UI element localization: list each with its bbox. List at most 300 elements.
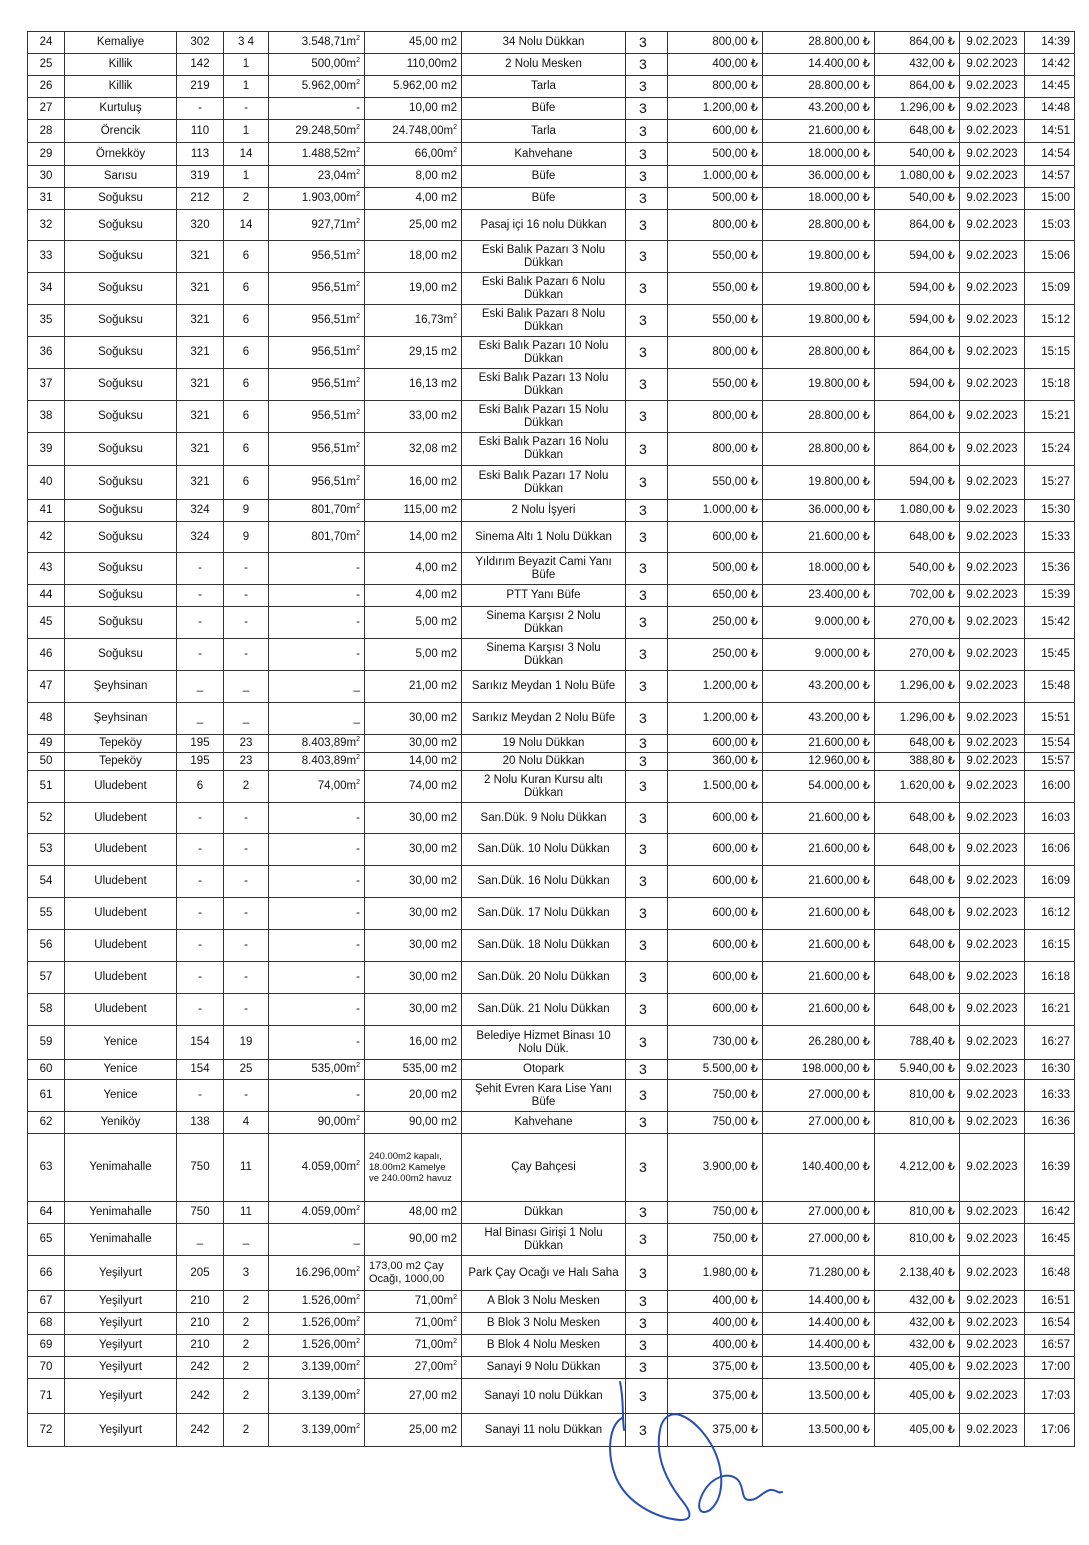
parcel-cell: 2 — [224, 1313, 269, 1335]
total-rent-cell: 14.400,00 ₺ — [763, 1291, 875, 1313]
parcel-area-cell: $956,51m^2$ — [269, 466, 365, 500]
rented-size-cell: 4,00 m2 — [365, 585, 462, 607]
parcel-cell: 4 — [224, 1112, 269, 1134]
location-cell: Tepeköy — [65, 753, 177, 771]
parcel-area-cell: $74,00m^2$ — [269, 771, 365, 803]
description-cell: Tarla — [462, 76, 626, 98]
term-cell: 3 — [626, 401, 668, 433]
parcel-cell: 9 — [224, 500, 269, 522]
parcel-area-cell: $8.403,89m^2$ — [269, 735, 365, 753]
location-cell: Soğuksu — [65, 188, 177, 210]
date-cell: 9.02.2023 — [960, 241, 1025, 273]
block-cell: - — [177, 930, 224, 962]
location-cell: Soğuksu — [65, 210, 177, 241]
row-number-cell: 50 — [28, 753, 65, 771]
rented-size-cell: 110,00m2 — [365, 54, 462, 76]
deposit-cell: 648,00 ₺ — [875, 930, 960, 962]
monthly-rent-cell: 250,00 ₺ — [668, 607, 763, 639]
parcel-area-cell: $1.526,00m^2$ — [269, 1291, 365, 1313]
rented-size-cell: $71,00m^2$ — [365, 1291, 462, 1313]
deposit-cell: 405,00 ₺ — [875, 1414, 960, 1447]
location-cell: Şeyhsinan — [65, 671, 177, 703]
term-cell: 3 — [626, 553, 668, 585]
monthly-rent-cell: 600,00 ₺ — [668, 120, 763, 143]
parcel-cell: 11 — [224, 1134, 269, 1202]
rented-size-cell: 5,00 m2 — [365, 639, 462, 671]
rented-size-cell: $16,73m^2$ — [365, 305, 462, 337]
monthly-rent-cell: 550,00 ₺ — [668, 241, 763, 273]
table-row — [28, 834, 1075, 866]
description-cell: Tarla — [462, 120, 626, 143]
row-number-cell: 27 — [28, 98, 65, 120]
deposit-cell: 648,00 ₺ — [875, 866, 960, 898]
table-row — [28, 671, 1075, 703]
row-number-cell: 38 — [28, 401, 65, 433]
description-cell: 20 Nolu Dükkan — [462, 753, 626, 771]
monthly-rent-cell: 250,00 ₺ — [668, 639, 763, 671]
description-cell: Çay Bahçesi — [462, 1134, 626, 1202]
date-cell: 9.02.2023 — [960, 188, 1025, 210]
monthly-rent-cell: 1.500,00 ₺ — [668, 771, 763, 803]
date-cell: 9.02.2023 — [960, 466, 1025, 500]
location-cell: Yeşilyurt — [65, 1313, 177, 1335]
time-cell: 16:39 — [1025, 1134, 1075, 1202]
term-cell: 3 — [626, 1202, 668, 1224]
date-cell: 9.02.2023 — [960, 32, 1025, 54]
deposit-cell: 788,40 ₺ — [875, 1026, 960, 1060]
block-cell: 320 — [177, 210, 224, 241]
deposit-cell: 864,00 ₺ — [875, 76, 960, 98]
monthly-rent-cell: 600,00 ₺ — [668, 803, 763, 834]
table-row — [28, 305, 1075, 337]
parcel-cell: 6 — [224, 433, 269, 466]
date-cell: 9.02.2023 — [960, 120, 1025, 143]
row-number-cell: 72 — [28, 1414, 65, 1447]
table-row — [28, 639, 1075, 671]
table-row — [28, 188, 1075, 210]
description-cell: Pasaj içi 16 nolu Dükkan — [462, 210, 626, 241]
total-rent-cell: 28.800,00 ₺ — [763, 32, 875, 54]
date-cell: 9.02.2023 — [960, 994, 1025, 1026]
time-cell: 15:03 — [1025, 210, 1075, 241]
table-row — [28, 553, 1075, 585]
row-number-cell: 41 — [28, 500, 65, 522]
term-cell: 3 — [626, 1256, 668, 1291]
deposit-cell: 270,00 ₺ — [875, 639, 960, 671]
total-rent-cell: 36.000,00 ₺ — [763, 500, 875, 522]
block-cell: 324 — [177, 500, 224, 522]
description-cell: Dükkan — [462, 1202, 626, 1224]
deposit-cell: 4.212,00 ₺ — [875, 1134, 960, 1202]
block-cell: 210 — [177, 1313, 224, 1335]
parcel-cell: - — [224, 1080, 269, 1112]
description-cell: San.Dük. 10 Nolu Dükkan — [462, 834, 626, 866]
monthly-rent-cell: 600,00 ₺ — [668, 898, 763, 930]
time-cell: 16:00 — [1025, 771, 1075, 803]
parcel-cell: 6 — [224, 401, 269, 433]
monthly-rent-cell: 800,00 ₺ — [668, 401, 763, 433]
date-cell: 9.02.2023 — [960, 1080, 1025, 1112]
deposit-cell: 810,00 ₺ — [875, 1202, 960, 1224]
rented-size-cell: $71,00m^2$ — [365, 1335, 462, 1357]
parcel-area-cell: $801,70m^2$ — [269, 500, 365, 522]
description-cell: Büfe — [462, 98, 626, 120]
term-cell: 3 — [626, 241, 668, 273]
deposit-cell: 1.080,00 ₺ — [875, 500, 960, 522]
row-number-cell: 59 — [28, 1026, 65, 1060]
table-row — [28, 433, 1075, 466]
description-cell: Yıldırım Beyazit Cami Yanı Büfe — [462, 553, 626, 585]
monthly-rent-cell: 600,00 ₺ — [668, 522, 763, 553]
location-cell: Uludebent — [65, 803, 177, 834]
total-rent-cell: 21.600,00 ₺ — [763, 994, 875, 1026]
date-cell: 9.02.2023 — [960, 54, 1025, 76]
parcel-area-cell: _ — [269, 703, 365, 735]
date-cell: 9.02.2023 — [960, 1112, 1025, 1134]
location-cell: Şeyhsinan — [65, 703, 177, 735]
term-cell: 3 — [626, 607, 668, 639]
parcel-area-cell: $3.139,00m^2$ — [269, 1357, 365, 1379]
parcel-area-cell: - — [269, 803, 365, 834]
location-cell: Yenimahalle — [65, 1134, 177, 1202]
block-cell: 321 — [177, 305, 224, 337]
row-number-cell: 34 — [28, 273, 65, 305]
table-row — [28, 994, 1075, 1026]
block-cell: - — [177, 98, 224, 120]
table-row — [28, 1379, 1075, 1414]
parcel-area-cell: $956,51m^2$ — [269, 241, 365, 273]
location-cell: Killik — [65, 54, 177, 76]
date-cell: 9.02.2023 — [960, 1256, 1025, 1291]
deposit-cell: 648,00 ₺ — [875, 962, 960, 994]
rented-size-cell: 48,00 m2 — [365, 1202, 462, 1224]
location-cell: Soğuksu — [65, 369, 177, 401]
parcel-area-cell: - — [269, 98, 365, 120]
rented-size-cell: $24.748,00m^2$ — [365, 120, 462, 143]
table-row — [28, 607, 1075, 639]
location-cell: Yenimahalle — [65, 1202, 177, 1224]
description-cell: Eski Balık Pazarı 6 Nolu Dükkan — [462, 273, 626, 305]
description-cell: 19 Nolu Dükkan — [462, 735, 626, 753]
time-cell: 16:36 — [1025, 1112, 1075, 1134]
date-cell: 9.02.2023 — [960, 1026, 1025, 1060]
rented-size-cell: 25,00 m2 — [365, 210, 462, 241]
total-rent-cell: 198.000,00 ₺ — [763, 1060, 875, 1080]
block-cell: - — [177, 1080, 224, 1112]
term-cell: 3 — [626, 433, 668, 466]
deposit-cell: 432,00 ₺ — [875, 1291, 960, 1313]
description-cell: Sanayi 9 Nolu Dükkan — [462, 1357, 626, 1379]
parcel-cell: - — [224, 930, 269, 962]
date-cell: 9.02.2023 — [960, 585, 1025, 607]
monthly-rent-cell: 1.200,00 ₺ — [668, 671, 763, 703]
location-cell: Yeşilyurt — [65, 1357, 177, 1379]
location-cell: Yeşilyurt — [65, 1291, 177, 1313]
row-number-cell: 63 — [28, 1134, 65, 1202]
rented-size-cell: 4,00 m2 — [365, 553, 462, 585]
block-cell: _ — [177, 703, 224, 735]
description-cell: Sinema Karşısı 2 Nolu Dükkan — [462, 607, 626, 639]
block-cell: 205 — [177, 1256, 224, 1291]
location-cell: Yeşilyurt — [65, 1256, 177, 1291]
row-number-cell: 40 — [28, 466, 65, 500]
block-cell: 110 — [177, 120, 224, 143]
description-cell: San.Dük. 9 Nolu Dükkan — [462, 803, 626, 834]
total-rent-cell: 19.800,00 ₺ — [763, 241, 875, 273]
total-rent-cell: 21.600,00 ₺ — [763, 962, 875, 994]
time-cell: 16:57 — [1025, 1335, 1075, 1357]
signature — [600, 1360, 800, 1540]
parcel-cell: _ — [224, 671, 269, 703]
total-rent-cell: 27.000,00 ₺ — [763, 1080, 875, 1112]
parcel-area-cell: - — [269, 607, 365, 639]
deposit-cell: 648,00 ₺ — [875, 735, 960, 753]
description-cell: Sanayi 10 nolu Dükkan — [462, 1379, 626, 1414]
term-cell: 3 — [626, 54, 668, 76]
row-number-cell: 64 — [28, 1202, 65, 1224]
date-cell: 9.02.2023 — [960, 1414, 1025, 1447]
date-cell: 9.02.2023 — [960, 898, 1025, 930]
monthly-rent-cell: 1.000,00 ₺ — [668, 166, 763, 188]
total-rent-cell: 19.800,00 ₺ — [763, 305, 875, 337]
monthly-rent-cell: 600,00 ₺ — [668, 735, 763, 753]
date-cell: 9.02.2023 — [960, 98, 1025, 120]
deposit-cell: 864,00 ₺ — [875, 32, 960, 54]
parcel-cell: - — [224, 994, 269, 1026]
rented-size-cell: 74,00 m2 — [365, 771, 462, 803]
row-number-cell: 70 — [28, 1357, 65, 1379]
time-cell: 17:06 — [1025, 1414, 1075, 1447]
description-cell: 2 Nolu Kuran Kursu altı Dükkan — [462, 771, 626, 803]
deposit-cell: 5.940,00 ₺ — [875, 1060, 960, 1080]
block-cell: 113 — [177, 143, 224, 166]
time-cell: 14:57 — [1025, 166, 1075, 188]
time-cell: 15:24 — [1025, 433, 1075, 466]
rented-size-cell: 16,00 m2 — [365, 466, 462, 500]
term-cell: 3 — [626, 962, 668, 994]
table-row — [28, 143, 1075, 166]
block-cell: 302 — [177, 32, 224, 54]
term-cell: 3 — [626, 1112, 668, 1134]
time-cell: 15:18 — [1025, 369, 1075, 401]
description-cell: Eski Balık Pazarı 17 Nolu Dükkan — [462, 466, 626, 500]
table-row — [28, 210, 1075, 241]
location-cell: Yenice — [65, 1080, 177, 1112]
total-rent-cell: 54.000,00 ₺ — [763, 771, 875, 803]
monthly-rent-cell: 750,00 ₺ — [668, 1202, 763, 1224]
description-cell: B Blok 3 Nolu Mesken — [462, 1313, 626, 1335]
parcel-area-cell: $8.403,89m^2$ — [269, 753, 365, 771]
parcel-cell: - — [224, 585, 269, 607]
time-cell: 14:39 — [1025, 32, 1075, 54]
date-cell: 9.02.2023 — [960, 76, 1025, 98]
parcel-area-cell: - — [269, 898, 365, 930]
parcel-area-cell: $3.548,71m^2$ — [269, 32, 365, 54]
total-rent-cell: 21.600,00 ₺ — [763, 120, 875, 143]
table-row — [28, 1026, 1075, 1060]
term-cell: 3 — [626, 32, 668, 54]
table-row — [28, 166, 1075, 188]
total-rent-cell: 140.400,00 ₺ — [763, 1134, 875, 1202]
date-cell: 9.02.2023 — [960, 803, 1025, 834]
rented-size-cell: 14,00 m2 — [365, 522, 462, 553]
location-cell: Soğuksu — [65, 241, 177, 273]
block-cell: 321 — [177, 433, 224, 466]
term-cell: 3 — [626, 585, 668, 607]
location-cell: Kemaliye — [65, 32, 177, 54]
block-cell: 324 — [177, 522, 224, 553]
time-cell: 15:27 — [1025, 466, 1075, 500]
rented-size-cell: 240.00m2 kapalı, 18.00m2 Kamelye ve 240.00m2 havuz — [365, 1134, 462, 1202]
date-cell: 9.02.2023 — [960, 273, 1025, 305]
term-cell: 3 — [626, 866, 668, 898]
table-row — [28, 735, 1075, 753]
deposit-cell: 594,00 ₺ — [875, 369, 960, 401]
date-cell: 9.02.2023 — [960, 433, 1025, 466]
description-cell: Büfe — [462, 188, 626, 210]
rented-size-cell: 20,00 m2 — [365, 1080, 462, 1112]
time-cell: 15:51 — [1025, 703, 1075, 735]
term-cell: 3 — [626, 305, 668, 337]
description-cell: Eski Balık Pazarı 10 Nolu Dükkan — [462, 337, 626, 369]
row-number-cell: 39 — [28, 433, 65, 466]
row-number-cell: 52 — [28, 803, 65, 834]
term-cell: 3 — [626, 143, 668, 166]
total-rent-cell: 19.800,00 ₺ — [763, 369, 875, 401]
date-cell: 9.02.2023 — [960, 866, 1025, 898]
block-cell: 321 — [177, 401, 224, 433]
date-cell: 9.02.2023 — [960, 210, 1025, 241]
row-number-cell: 33 — [28, 241, 65, 273]
deposit-cell: 648,00 ₺ — [875, 834, 960, 866]
date-cell: 9.02.2023 — [960, 1224, 1025, 1256]
location-cell: Soğuksu — [65, 607, 177, 639]
monthly-rent-cell: 600,00 ₺ — [668, 994, 763, 1026]
table-row — [28, 522, 1075, 553]
rented-size-cell: 33,00 m2 — [365, 401, 462, 433]
location-cell: Yenice — [65, 1060, 177, 1080]
term-cell: 3 — [626, 898, 668, 930]
location-cell: Soğuksu — [65, 273, 177, 305]
parcel-cell: - — [224, 962, 269, 994]
table-row — [28, 54, 1075, 76]
parcel-area-cell: - — [269, 1080, 365, 1112]
row-number-cell: 26 — [28, 76, 65, 98]
total-rent-cell: 28.800,00 ₺ — [763, 337, 875, 369]
monthly-rent-cell: 500,00 ₺ — [668, 143, 763, 166]
parcel-area-cell: - — [269, 1026, 365, 1060]
table-row — [28, 898, 1075, 930]
row-number-cell: 36 — [28, 337, 65, 369]
monthly-rent-cell: 3.900,00 ₺ — [668, 1134, 763, 1202]
block-cell: 219 — [177, 76, 224, 98]
parcel-area-cell: _ — [269, 671, 365, 703]
rented-size-cell: 115,00 m2 — [365, 500, 462, 522]
rented-size-cell: 32,08 m2 — [365, 433, 462, 466]
date-cell: 9.02.2023 — [960, 1134, 1025, 1202]
parcel-cell: 19 — [224, 1026, 269, 1060]
block-cell: - — [177, 803, 224, 834]
parcel-cell: - — [224, 639, 269, 671]
deposit-cell: 388,80 ₺ — [875, 753, 960, 771]
location-cell: Yeniköy — [65, 1112, 177, 1134]
term-cell: 3 — [626, 771, 668, 803]
block-cell: 210 — [177, 1335, 224, 1357]
parcel-area-cell: - — [269, 553, 365, 585]
description-cell: Eski Balık Pazarı 15 Nolu Dükkan — [462, 401, 626, 433]
rented-size-cell: 30,00 m2 — [365, 834, 462, 866]
time-cell: 15:48 — [1025, 671, 1075, 703]
total-rent-cell: 28.800,00 ₺ — [763, 76, 875, 98]
parcel-area-cell: $3.139,00m^2$ — [269, 1379, 365, 1414]
rented-size-cell: $66,00m^2$ — [365, 143, 462, 166]
total-rent-cell: 14.400,00 ₺ — [763, 54, 875, 76]
parcel-area-cell: $90,00m^2$ — [269, 1112, 365, 1134]
table-row — [28, 98, 1075, 120]
rented-size-cell: 27,00 m2 — [365, 1379, 462, 1414]
date-cell: 9.02.2023 — [960, 753, 1025, 771]
monthly-rent-cell: 800,00 ₺ — [668, 433, 763, 466]
time-cell: 15:39 — [1025, 585, 1075, 607]
deposit-cell: 540,00 ₺ — [875, 143, 960, 166]
term-cell: 3 — [626, 337, 668, 369]
location-cell: Örnekköy — [65, 143, 177, 166]
parcel-cell: 6 — [224, 305, 269, 337]
time-cell: 16:42 — [1025, 1202, 1075, 1224]
block-cell: 242 — [177, 1357, 224, 1379]
table-row — [28, 401, 1075, 433]
deposit-cell: 810,00 ₺ — [875, 1224, 960, 1256]
location-cell: Yenice — [65, 1026, 177, 1060]
rented-size-cell: 19,00 m2 — [365, 273, 462, 305]
parcel-cell: - — [224, 866, 269, 898]
term-cell: 3 — [626, 671, 668, 703]
date-cell: 9.02.2023 — [960, 1060, 1025, 1080]
total-rent-cell: 27.000,00 ₺ — [763, 1112, 875, 1134]
monthly-rent-cell: 375,00 ₺ — [668, 1357, 763, 1379]
parcel-area-cell: $4.059,00m^2$ — [269, 1134, 365, 1202]
monthly-rent-cell: 1.200,00 ₺ — [668, 98, 763, 120]
date-cell: 9.02.2023 — [960, 930, 1025, 962]
deposit-cell: 540,00 ₺ — [875, 553, 960, 585]
rented-size-cell: 10,00 m2 — [365, 98, 462, 120]
monthly-rent-cell: 800,00 ₺ — [668, 337, 763, 369]
time-cell: 15:00 — [1025, 188, 1075, 210]
row-number-cell: 43 — [28, 553, 65, 585]
parcel-area-cell: - — [269, 930, 365, 962]
deposit-cell: 594,00 ₺ — [875, 273, 960, 305]
term-cell: 3 — [626, 1060, 668, 1080]
parcel-area-cell: $1.526,00m^2$ — [269, 1335, 365, 1357]
monthly-rent-cell: 600,00 ₺ — [668, 962, 763, 994]
row-number-cell: 47 — [28, 671, 65, 703]
date-cell: 9.02.2023 — [960, 1379, 1025, 1414]
deposit-cell: 810,00 ₺ — [875, 1112, 960, 1134]
parcel-area-cell: $956,51m^2$ — [269, 369, 365, 401]
total-rent-cell: 23.400,00 ₺ — [763, 585, 875, 607]
location-cell: Uludebent — [65, 994, 177, 1026]
row-number-cell: 58 — [28, 994, 65, 1026]
location-cell: Soğuksu — [65, 466, 177, 500]
date-cell: 9.02.2023 — [960, 1202, 1025, 1224]
description-cell: Büfe — [462, 166, 626, 188]
parcel-cell: - — [224, 803, 269, 834]
rented-size-cell: 30,00 m2 — [365, 930, 462, 962]
parcel-area-cell: $956,51m^2$ — [269, 433, 365, 466]
location-cell: Kurtuluş — [65, 98, 177, 120]
table-row — [28, 1202, 1075, 1224]
row-number-cell: 28 — [28, 120, 65, 143]
